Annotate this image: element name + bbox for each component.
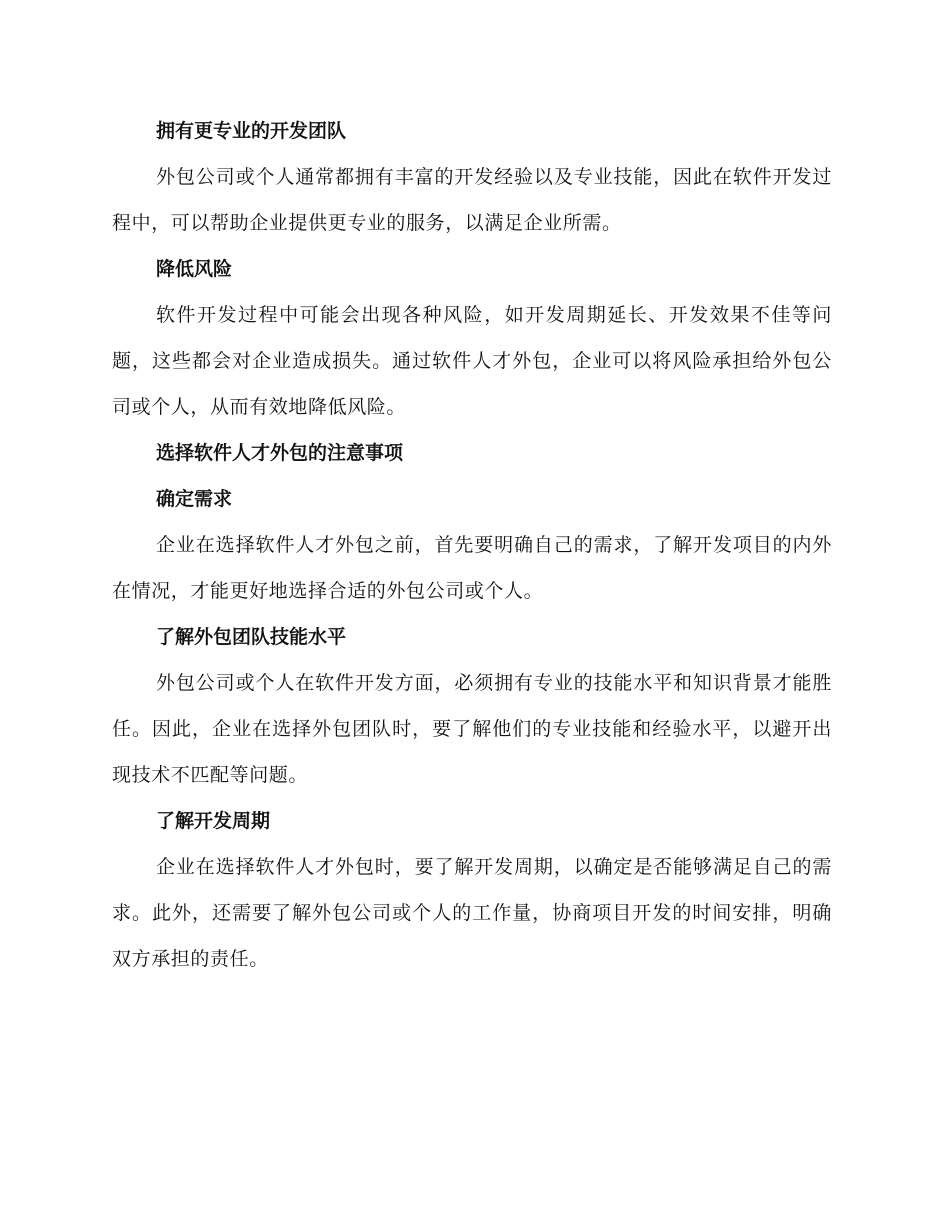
paragraph-professional-team: 外包公司或个人通常都拥有丰富的开发经验以及专业技能，因此在软件开发过程中，可以帮助企业提供更专业的服务，以满足企业所需。 [112, 166, 832, 234]
section-heading-dev-cycle: 了解开发周期 [156, 810, 271, 832]
section-heading-professional-team: 拥有更专业的开发团队 [156, 120, 347, 142]
section-heading-considerations: 选择软件人才外包的注意事项 [156, 442, 404, 464]
paragraph-reduce-risk: 软件开发过程中可能会出现各种风险，如开发周期延长、开发效果不佳等问题，这些都会对企业造成损失。通过软件人才外包，企业可以将风险承担给外包公司或个人，从而有效地降低风险。 [112, 304, 832, 418]
paragraph-define-needs: 企业在选择软件人才外包之前，首先要明确自己的需求，了解开发项目的内外在情况，才能更好地选择合适的外包公司或个人。 [112, 534, 832, 602]
section-heading-team-skills: 了解外包团队技能水平 [156, 626, 347, 648]
section-heading-reduce-risk: 降低风险 [156, 258, 233, 280]
section-heading-define-needs: 确定需求 [156, 488, 233, 510]
paragraph-team-skills: 外包公司或个人在软件开发方面，必须拥有专业的技能水平和知识背景才能胜任。因此，企业在选择外包团队时，要了解他们的专业技能和经验水平，以避开出现技术不匹配等问题。 [112, 672, 832, 786]
paragraph-dev-cycle: 企业在选择软件人才外包时，要了解开发周期，以确定是否能够满足自己的需求。此外，还需要了解外包公司或个人的工作量，协商项目开发的时间安排，明确双方承担的责任。 [112, 856, 832, 970]
document-page [112, 108, 832, 982]
